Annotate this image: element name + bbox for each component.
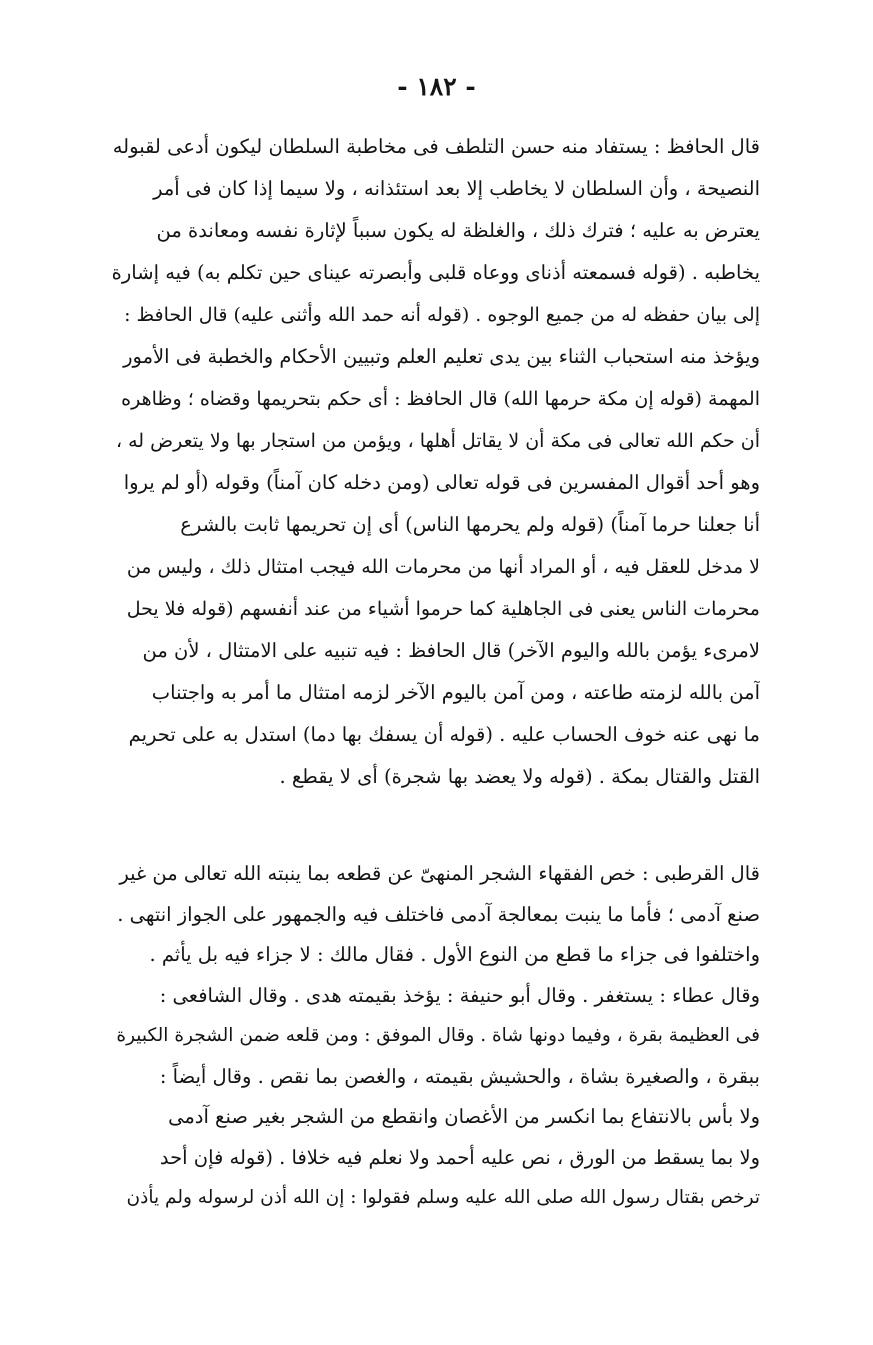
text-line: أنا جعلنا حرما آمناً) (قوله ولم يحرمها الناس) أى إن تحريمها ثابت بالشرع	[180, 513, 760, 536]
text-line: آمن بالله لزمته طاعته ، ومن آمن باليوم الآخر لزمه امتثال ما أمر به واجتناب	[151, 681, 760, 704]
text-line: واختلفوا فى جزاء ما قطع من النوع الأول . فقال مالك : لا جزاء فيه بل يأثم .	[149, 943, 760, 966]
text-line: إلى بيان حفظه له من جميع الوجوه . (قوله أنه حمد الله وأثنى عليه) قال الحافظ :	[124, 304, 760, 326]
text-line: ترخص بقتال رسول الله صلى الله عليه وسلم فقولوا : إن الله أذن لرسوله ولم يأذن	[126, 1187, 760, 1208]
text-line: يخاطبه . (قوله فسمعته أذناى ووعاه قلبى وأبصرته عيناى حين تكلم به) فيه إشارة	[112, 261, 760, 284]
text-line: ويؤخذ منه استحباب الثناء بين يدى تعليم العلم وتبيين الأحكام والخطبة فى الأمور	[123, 345, 760, 368]
text-line: ولا بأس بالانتفاع بما انكسر من الأغصان وانقطع من الشجر بغير صنع آدمى	[168, 1105, 760, 1128]
text-line: ما نهى عنه خوف الحساب عليه . (قوله أن يسفك بها دما) استدل به على تحريم	[128, 723, 760, 746]
text-line: النصيحة ، وأن السلطان لا يخاطب إلا بعد استئذانه ، ولا سيما إذا كان فى أمر	[153, 177, 760, 200]
text-line: وقال عطاء : يستغفر . وقال أبو حنيفة : يؤخذ بقيمته هدى . وقال الشافعى :	[159, 983, 760, 1007]
text-line: ولا بما يسقط من الورق ، نص عليه أحمد ولا نعلم فيه خلافا . (قوله فإن أحد	[159, 1145, 760, 1169]
text-line: صنع آدمى ؛ فأما ما ينبت بمعالجة آدمى فاختلف فيه والجمهور على الجواز انتهى .	[117, 902, 760, 926]
text-line: فى العظيمة بقرة ، وفيما دونها شاة . وقال الموفق : ومن قلعه ضمن الشجرة الكبيرة	[116, 1025, 760, 1046]
text-line: أن حكم الله تعالى فى مكة أن لا يقاتل أهلها ، ويؤمن من استجار بها ولا يتعرض له ،	[115, 430, 760, 452]
page-number: - ١٨٢ -	[397, 72, 476, 101]
text-line: قال الحافظ : يستفاد منه حسن التلطف فى مخاطبة السلطان ليكون أدعى لقبوله	[112, 135, 760, 158]
paragraph-2	[112, 854, 760, 1219]
text-line: ببقرة ، والصغيرة بشاة ، والحشيش بقيمته ، والغصن بما نقص . وقال أيضاً :	[159, 1064, 760, 1088]
text-line: لا مدخل للعقل فيه ، أو المراد أنها من محرمات الله فيجب امتثال ذلك ، وليس من	[126, 556, 760, 578]
text-line: وهو أحد أقوال المفسرين فى قوله تعالى (ومن دخله كان آمناً) وقوله (أو لم يروا	[123, 471, 760, 494]
text-line: المهمة (قوله إن مكة حرمها الله) قال الحافظ : أى حكم بتحريمها وقضاه ؛ وظاهره	[121, 388, 760, 410]
text-line: محرمات الناس يعنى فى الجاهلية كما حرموا أشياء من عند أنفسهم (قوله فلا يحل	[126, 598, 760, 620]
paragraph-1	[112, 126, 760, 798]
text-line: يعترض به عليه ؛ فترك ذلك ، والغلظة له يكون سبباً لإثارة نفسه ومعاندة من	[156, 219, 760, 242]
text-line: قال القرطبى : خص الفقهاء الشجر المنهىّ عن قطعه بما ينبته الله تعالى من غير	[119, 862, 760, 885]
text-line: القتل والقتال بمكة . (قوله ولا يعضد بها شجرة) أى لا يقطع .	[279, 765, 760, 788]
text-line: لامرىء يؤمن بالله واليوم الآخر) قال الحافظ : فيه تنبيه على الامتثال ، لأن من	[142, 639, 760, 662]
